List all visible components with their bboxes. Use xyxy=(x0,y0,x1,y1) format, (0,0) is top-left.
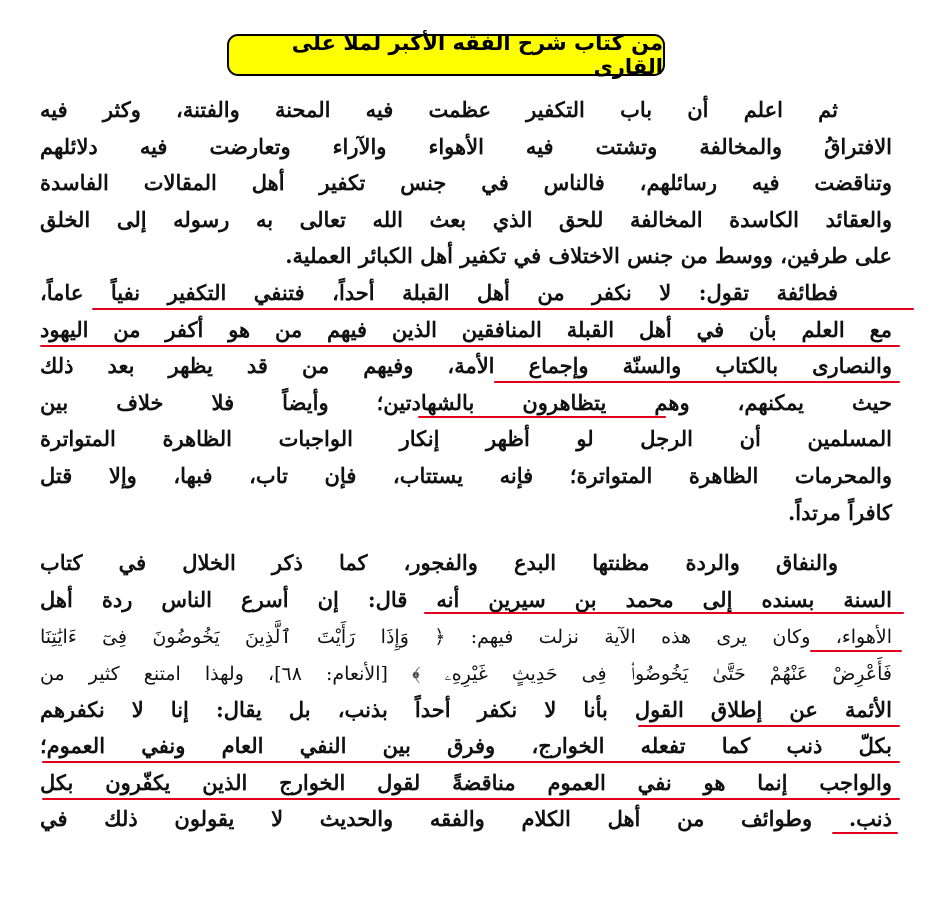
text-line xyxy=(40,348,892,385)
red-underline xyxy=(418,416,666,418)
red-underline xyxy=(42,798,900,800)
text-line xyxy=(40,275,892,312)
text-line xyxy=(40,728,892,765)
text-line-content: ذنب. وطوائف من أهل الكلام والفقه والحديث لا يقولون ذلك في xyxy=(40,806,892,832)
text-line: والمحرمات الظاهرة المتواترة؛ فإنه يستتاب، فإن تاب، فبها، وإلا قتل xyxy=(40,462,892,488)
text-line: الافتراقُ والمخالفة وتشتت فيه الأهواء والآراء وتعارضت فيه دلائلهم xyxy=(40,133,892,159)
text-line-content: والواجب إنما هو نفي العموم مناقضةً لقول الخوارج الذين يكفّرون بكل xyxy=(40,769,892,795)
text-line-content: فطائفة تقول: لا نكفر من أهل القبلة أحداً، فتنفي التكفير نفياً عاماً، xyxy=(40,279,838,305)
text-line xyxy=(40,385,892,422)
text-line: وتناقضت فيه رسائلهم، فالناس في جنس تكفير أهل المقالات الفاسدة xyxy=(40,170,892,196)
text-line xyxy=(40,765,892,802)
text-line-content: والنصارى بالكتاب والسنّة وإجماع الأمة، وفيهم من قد يظهر بعد ذلك xyxy=(40,353,892,379)
title-banner xyxy=(227,31,665,79)
red-underline xyxy=(424,612,904,614)
text-line: على طرفين، ووسط من جنس الاختلاف في تكفير أهل الكبائر العملية. xyxy=(285,243,892,269)
text-line xyxy=(40,312,892,349)
text-line-content: السنة بسنده إلى محمد بن سيرين أنه قال: إن أسرع الناس ردة أهل xyxy=(40,586,892,612)
text-line-content: حيث يمكنهم، وهم يتظاهرون بالشهادتين؛ وأيضاً فلا خلاف بين xyxy=(40,389,892,415)
book-excerpt xyxy=(40,92,892,838)
text-line xyxy=(40,655,892,692)
text-line-content: الأهواء، وكان يرى هذه الآية نزلت فيهم: ﴿ وَإِذَا رَأَيْتَ ٱلَّذِينَ يَخُوضُونَ فِىٓ ءَايَٰتِنَا xyxy=(40,626,892,649)
text-line: كافراً مرتداً. xyxy=(787,499,892,525)
text-line xyxy=(40,801,892,838)
red-underline xyxy=(638,725,900,727)
text-line xyxy=(40,582,892,619)
text-line-content: الأئمة عن إطلاق القول بأنا لا نكفر أحداً بذنب، بل يقال: إنا لا نكفرهم xyxy=(40,696,892,722)
text-line-content: بكلّ ذنب كما تفعله الخوارج، وفرق بين النفي العام ونفي العموم؛ xyxy=(40,733,892,759)
red-underline xyxy=(494,381,900,383)
title-text: من كتاب شرح الفقه الأكبر لملا على القارى xyxy=(291,31,663,79)
text-line: والعقائد الكاسدة المخالفة للحق الذي بعث الله تعالى به رسوله إلى الخلق xyxy=(40,206,892,232)
red-underline xyxy=(810,650,902,652)
text-line: ثم اعلم أن باب التكفير عظمت فيه المحنة والفتنة، وكثر فيه xyxy=(40,97,838,122)
red-underline xyxy=(832,832,898,834)
text-line xyxy=(40,618,892,655)
text-line: والنفاق والردة مظنتها البدع والفجور، كما ذكر الخلال في كتاب xyxy=(40,550,838,576)
text-line xyxy=(40,692,892,729)
text-line: المسلمين أن الرجل لو أظهر إنكار الواجبات الظاهرة المتواترة xyxy=(40,426,892,452)
red-underline xyxy=(42,761,900,763)
text-line-content: فَأَعْرِضْ عَنْهُمْ حَتَّىٰ يَخُوضُوا۟ فِى حَدِيثٍ غَيْرِهِۦ ﴾ [الأنعام: ٦٨]، ولهذا امتنع كثير من xyxy=(40,662,892,685)
red-underline xyxy=(92,308,914,310)
red-underline xyxy=(40,345,900,347)
text-line-content: مع العلم بأن في أهل القبلة المنافقين الذين فيهم من هو أكفر من اليهود xyxy=(40,316,892,342)
